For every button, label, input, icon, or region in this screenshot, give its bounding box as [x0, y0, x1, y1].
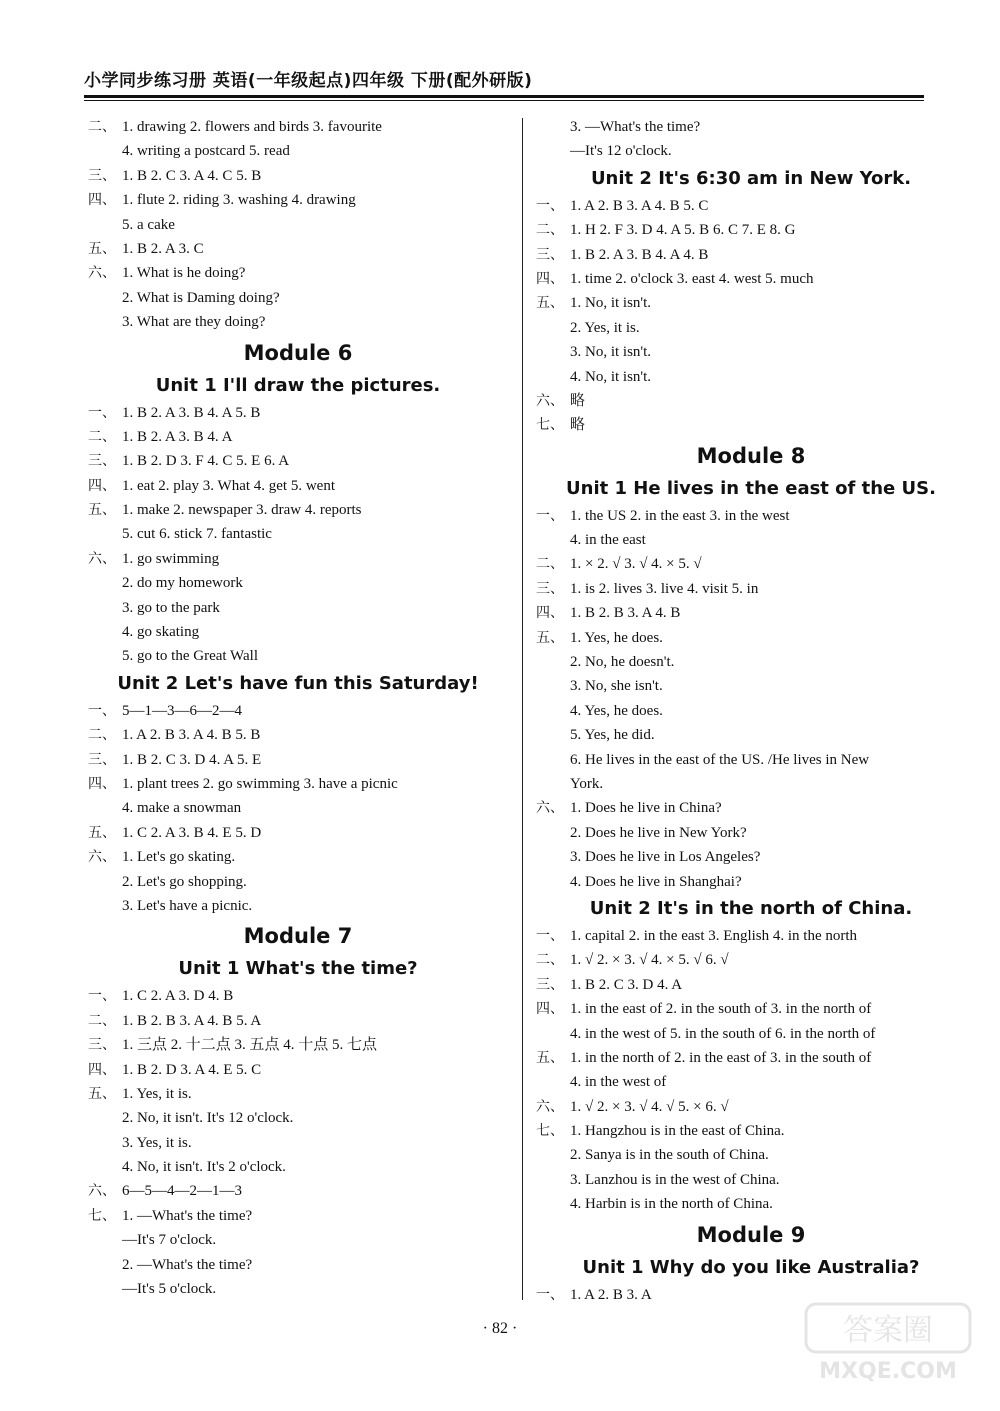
answer-text: 1. drawing 2. flowers and birds 3. favourite	[122, 119, 382, 135]
answer-continuation: 5. go to the Great Wall	[122, 648, 258, 665]
answer-text: 1. 三点 2. 十二点 3. 五点 4. 十点 5. 七点	[122, 1037, 378, 1054]
answer-continuation: 5. Yes, he did.	[570, 727, 655, 744]
section-number: 六、	[536, 800, 564, 817]
answer-continuation: 4. No, it isn't. It's 2 o'clock.	[122, 1159, 286, 1176]
right-column	[536, 115, 966, 1307]
answer-row	[536, 626, 966, 650]
answer-text: 略	[570, 392, 586, 409]
answer-row	[536, 1095, 966, 1119]
answer-continuation: 2. —What's the time?	[122, 1256, 253, 1273]
unit-heading: Unit 1 I'll draw the pictures.	[155, 374, 441, 396]
answer-row	[88, 401, 508, 425]
answer-text: 1. H 2. F 3. D 4. A 5. B 6. C 7. E 8. G	[570, 222, 796, 239]
answer-row	[536, 997, 966, 1021]
answer-text: 1. B 2. A 3. B 4. A 5. B	[122, 404, 261, 421]
answer-row	[88, 474, 508, 498]
answer-text: 1. √ 2. × 3. √ 4. √ 5. × 6. √	[570, 1098, 729, 1115]
answer-text: 1. Yes, he does.	[570, 629, 663, 646]
answer-continuation: 4. Harbin is in the north of China.	[570, 1196, 773, 1213]
section-number: 二、	[88, 428, 116, 445]
answer-row	[536, 796, 966, 820]
answer-row	[88, 449, 508, 473]
section-number: 七、	[536, 1123, 564, 1140]
unit-heading: Unit 1 He lives in the east of the US.	[566, 477, 936, 499]
answer-continuation: 3. What are they doing?	[122, 314, 266, 331]
answer-text: 1. √ 2. × 3. √ 4. × 5. √ 6. √	[570, 952, 729, 969]
answer-text: 1. Yes, it is.	[122, 1085, 192, 1102]
answer-text: 1. B 2. B 3. A 4. B	[570, 605, 681, 622]
answer-text: 略	[570, 417, 586, 434]
answer-continuation: 4. go skating	[122, 624, 200, 641]
section-number: 五、	[88, 824, 116, 841]
answer-row	[536, 218, 966, 242]
section-number: 五、	[536, 629, 564, 646]
answer-row	[88, 115, 508, 139]
watermark-logo-text: 答案圈	[843, 1313, 933, 1348]
section-number: 三、	[88, 453, 116, 470]
answer-row	[88, 984, 508, 1008]
answer-continuation: 2. What is Daming doing?	[122, 289, 280, 306]
section-number: 四、	[536, 1001, 564, 1018]
answer-row	[88, 699, 508, 723]
running-header: 小学同步练习册 英语(一年级起点)四年级 下册(配外研版)	[84, 71, 533, 91]
answer-continuation: 2. Let's go shopping.	[122, 873, 247, 890]
module-heading: Module 8	[696, 443, 806, 468]
answer-text: 6—5—4—2—1—3	[122, 1183, 242, 1200]
answer-continuation: 3. Let's have a picnic.	[122, 897, 253, 914]
answer-continuation: 3. No, it isn't.	[570, 344, 652, 361]
section-number: 七、	[88, 1207, 116, 1224]
answer-row	[88, 1082, 508, 1106]
answer-text: 1. capital 2. in the east 3. English 4. in the north	[570, 927, 858, 944]
section-number: 三、	[536, 246, 564, 263]
answer-row	[536, 504, 966, 528]
answer-text: 1. × 2. √ 3. √ 4. × 5. √	[570, 556, 702, 573]
answer-text: 1. in the north of 2. in the east of 3. in the south of	[570, 1049, 872, 1066]
section-number: 一、	[536, 507, 564, 524]
section-number: 五、	[88, 1085, 116, 1102]
answer-row	[536, 601, 966, 625]
section-number: 二、	[536, 952, 564, 969]
answer-row	[88, 821, 508, 845]
section-number: 五、	[536, 295, 564, 312]
answer-text: 1. plant trees 2. go swimming 3. have a picnic	[122, 775, 398, 792]
section-number: 二、	[536, 556, 564, 573]
answer-continuation: 3. go to the park	[122, 599, 220, 616]
answer-row	[88, 188, 508, 212]
section-number: 二、	[88, 727, 116, 744]
answer-continuation: 6. He lives in the east of the US. /He lives in New	[570, 751, 870, 768]
header-rule-thin	[84, 100, 924, 101]
section-number: 四、	[88, 477, 116, 494]
section-number: 二、	[88, 1012, 116, 1029]
answer-row	[536, 924, 966, 948]
answer-row	[88, 498, 508, 522]
answer-row	[536, 1046, 966, 1070]
unit-heading: Unit 1 What's the time?	[178, 958, 418, 980]
answer-continuation: —It's 12 o'clock.	[570, 143, 672, 160]
section-number: 四、	[536, 270, 564, 287]
answer-text: 1. make 2. newspaper 3. draw 4. reports	[122, 502, 362, 519]
answer-text: 1. B 2. A 3. B 4. A 4. B	[570, 246, 709, 263]
answer-text: 1. No, it isn't.	[570, 295, 652, 312]
answer-text: 1. A 2. B 3. A	[570, 1286, 652, 1303]
header-rule	[84, 95, 924, 98]
answer-continuation: 5. cut 6. stick 7. fantastic	[122, 526, 272, 543]
answer-row	[536, 552, 966, 576]
answer-continuation: 2. Does he live in New York?	[570, 824, 747, 841]
answer-text: 1. B 2. D 3. A 4. E 5. C	[122, 1061, 262, 1078]
answer-row	[536, 194, 966, 218]
section-number: 六、	[88, 1183, 116, 1200]
answer-continuation: 4. in the east	[570, 532, 646, 549]
answer-text: 1. B 2. A 3. B 4. A	[122, 428, 233, 445]
answer-row	[88, 772, 508, 796]
answer-text: 1. the US 2. in the east 3. in the west	[570, 507, 790, 524]
answer-text: 1. C 2. A 3. B 4. E 5. D	[122, 824, 262, 841]
unit-heading: Unit 2 It's in the north of China.	[589, 897, 913, 919]
section-number: 三、	[88, 751, 116, 768]
answer-continuation: 3. Yes, it is.	[122, 1134, 192, 1151]
section-number: 一、	[536, 1286, 564, 1303]
answer-continuation: 4. make a snowman	[122, 800, 242, 817]
answer-row	[536, 291, 966, 315]
answer-text: 1. Let's go skating.	[122, 849, 236, 866]
watermark-url-text: MXQE.COM	[819, 1359, 957, 1384]
answer-continuation: York.	[570, 775, 604, 792]
answer-text: 1. A 2. B 3. A 4. B 5. C	[570, 197, 709, 214]
answer-text: 1. —What's the time?	[122, 1207, 253, 1224]
answer-continuation: 2. No, it isn't. It's 12 o'clock.	[122, 1110, 294, 1127]
answer-text: 1. B 2. A 3. C	[122, 240, 204, 257]
module-heading: Module 7	[243, 924, 353, 949]
answer-continuation: 3. No, she isn't.	[570, 678, 663, 695]
section-number: 一、	[88, 988, 116, 1005]
answer-row	[88, 237, 508, 261]
answer-row	[536, 267, 966, 291]
section-number: 四、	[536, 605, 564, 622]
answer-text: 1. C 2. A 3. D 4. B	[122, 988, 234, 1005]
answer-row	[88, 164, 508, 188]
section-number: 一、	[88, 702, 116, 719]
answer-row	[88, 1204, 508, 1228]
module-heading: Module 6	[243, 340, 353, 365]
answer-text: 1. eat 2. play 3. What 4. get 5. went	[122, 477, 336, 494]
section-number: 四、	[88, 1061, 116, 1078]
answer-text: 1. in the east of 2. in the south of 3. in the north of	[570, 1001, 872, 1018]
answer-continuation: 2. Sanya is in the south of China.	[570, 1147, 769, 1164]
answer-row	[88, 845, 508, 869]
section-number: 六、	[536, 1098, 564, 1115]
section-number: 二、	[536, 222, 564, 239]
section-number: 六、	[88, 265, 116, 282]
answer-continuation: 4. Does he live in Shanghai?	[570, 873, 742, 890]
answer-continuation: 3. Lanzhou is in the west of China.	[570, 1171, 780, 1188]
answer-row	[88, 425, 508, 449]
left-column	[88, 115, 508, 1301]
answer-text: 1. go swimming	[122, 550, 220, 567]
answer-text: 1. A 2. B 3. A 4. B 5. B	[122, 727, 261, 744]
answer-row	[536, 389, 966, 413]
answer-row	[88, 748, 508, 772]
answer-row	[88, 723, 508, 747]
answer-continuation: 4. Yes, he does.	[570, 702, 663, 719]
answer-row	[536, 243, 966, 267]
section-number: 六、	[88, 550, 116, 567]
page-number: · 82 ·	[482, 1320, 518, 1337]
section-number: 五、	[88, 502, 116, 519]
answer-text: 1. B 2. D 3. F 4. C 5. E 6. A	[122, 453, 290, 470]
answer-row	[88, 261, 508, 285]
column-divider	[522, 118, 523, 1300]
section-number: 三、	[536, 976, 564, 993]
module-heading: Module 9	[696, 1222, 806, 1247]
answer-continuation: —It's 5 o'clock.	[122, 1281, 217, 1298]
section-number: 二、	[88, 119, 116, 135]
answer-row	[88, 1058, 508, 1082]
section-number: 一、	[536, 927, 564, 944]
unit-heading: Unit 2 It's 6:30 am in New York.	[590, 167, 912, 189]
answer-continuation: 4. writing a postcard 5. read	[122, 143, 290, 160]
answer-row	[88, 1179, 508, 1203]
answer-continuation: 4. in the west of	[570, 1074, 667, 1091]
answer-text: 1. Does he live in China?	[570, 800, 722, 817]
section-number: 三、	[536, 580, 564, 597]
answer-continuation: 2. Yes, it is.	[570, 319, 640, 336]
answer-continuation: 5. a cake	[122, 216, 175, 233]
section-number: 一、	[536, 197, 564, 214]
answer-row	[88, 1009, 508, 1033]
answer-row	[536, 413, 966, 437]
answer-continuation: 4. No, it isn't.	[570, 368, 652, 385]
answer-continuation: 2. do my homework	[122, 575, 243, 592]
answer-text: 1. B 2. C 3. D 4. A	[570, 976, 683, 993]
answer-continuation: —It's 7 o'clock.	[122, 1232, 217, 1249]
answer-row	[536, 1119, 966, 1143]
section-number: 五、	[536, 1049, 564, 1066]
answer-row	[536, 577, 966, 601]
answer-text: 1. Hangzhou is in the east of China.	[570, 1123, 785, 1140]
section-number: 三、	[88, 1037, 116, 1054]
answer-text: 1. flute 2. riding 3. washing 4. drawing	[122, 192, 356, 209]
section-number: 六、	[88, 849, 116, 866]
section-number: 一、	[88, 404, 116, 421]
answer-text: 1. What is he doing?	[122, 265, 246, 282]
section-number: 四、	[88, 775, 116, 792]
answer-row	[536, 973, 966, 997]
answer-continuation: 4. in the west of 5. in the south of 6. in the north of	[570, 1025, 876, 1042]
answer-row	[536, 948, 966, 972]
section-number: 四、	[88, 192, 116, 209]
answer-text: 1. B 2. B 3. A 4. B 5. A	[122, 1012, 262, 1029]
section-number: 五、	[88, 240, 116, 257]
answer-continuation: 2. No, he doesn't.	[570, 654, 675, 671]
answer-row	[88, 547, 508, 571]
answer-continuation: 3. Does he live in Los Angeles?	[570, 849, 761, 866]
answer-text: 1. time 2. o'clock 3. east 4. west 5. much	[570, 270, 814, 287]
section-number: 七、	[536, 417, 564, 434]
answer-text: 1. B 2. C 3. A 4. C 5. B	[122, 167, 262, 184]
answer-row	[88, 1033, 508, 1057]
section-number: 六、	[536, 392, 564, 409]
section-number: 三、	[88, 167, 116, 184]
unit-heading: Unit 2 Let's have fun this Saturday!	[117, 672, 479, 694]
answer-continuation: 3. —What's the time?	[570, 119, 701, 135]
watermark-logo	[798, 1296, 978, 1391]
answer-text: 1. B 2. C 3. D 4. A 5. E	[122, 751, 262, 768]
answer-text: 5—1—3—6—2—4	[122, 702, 242, 719]
unit-heading: Unit 1 Why do you like Australia?	[582, 1256, 920, 1278]
answer-text: 1. is 2. lives 3. live 4. visit 5. in	[570, 580, 759, 597]
